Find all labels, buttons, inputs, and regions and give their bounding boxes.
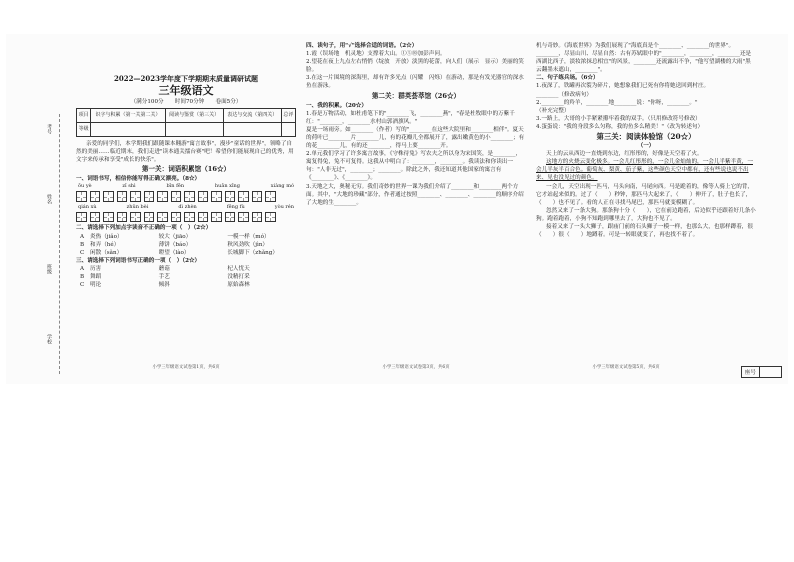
writing-box[interactable] — [90, 191, 101, 202]
seat-number-box — [741, 366, 782, 378]
question-4-title: 四、读句子，用"√"选择合适的词语。（2☆） — [306, 43, 418, 49]
question-6-item: 4.蛋蛋说："我的身段多么匀称，我的鱼多么精美！"（改为转述句） — [536, 123, 704, 130]
option-word: 舞蹈 — [90, 274, 102, 281]
seat-number-field[interactable] — [759, 367, 781, 377]
question-5-item: 1.春是万物活动，如杜甫笔下的"________飞，________燕"，"春是杜牧眼中的万紫千红："________，________水村山郭酒旗风。" — [306, 110, 515, 125]
writing-box[interactable] — [198, 212, 209, 223]
writing-box[interactable] — [265, 191, 276, 202]
writing-box[interactable] — [225, 212, 236, 223]
passage-paragraph: 天上的云从西边一直烧到东边，红彤彤的，好像是天空着了火。 — [546, 151, 703, 158]
pinyin-row-2 — [76, 204, 296, 211]
seat-number-label: 座号 — [744, 370, 756, 376]
option-letter[interactable]: A — [80, 265, 85, 272]
writing-box[interactable] — [184, 191, 195, 202]
option-row — [76, 241, 296, 249]
page-footer-3: 小学三年级语文试卷第5页，共6页 — [592, 365, 660, 370]
writing-boxes-row-1 — [76, 191, 296, 202]
option-word: 手艺 — [158, 274, 170, 281]
pinyin: xiàng mó — [270, 183, 294, 190]
side-label-class: 班级 — [46, 264, 52, 274]
question-3-options — [76, 265, 296, 289]
page-column-2 — [306, 42, 526, 207]
page-column-3 — [536, 42, 756, 239]
page-column-1 — [76, 74, 296, 289]
binding-margin — [46, 114, 60, 374]
question-6-item: 2.________的羚羊，________地________说："你呀，________。" — [536, 99, 698, 106]
writing-box[interactable] — [76, 191, 87, 202]
exam-meta: （满分100分 时间70分钟 卷面5分） — [130, 99, 242, 105]
option-letter[interactable]: C — [80, 249, 85, 256]
writing-box[interactable] — [225, 191, 236, 202]
writing-box[interactable] — [252, 212, 263, 223]
question-6-item: ________（修改病句） — [536, 91, 592, 98]
option-word: 较大（jiāo） — [158, 233, 192, 240]
question-5-item: 3.天地之大，奥秘无穷。我们奇妙的世界一课为我们介绍了________和________两个方面。其中，"大地的珍藏"部分，作者通过按照________、________、________的顺序介绍了大地的生________。 — [306, 183, 524, 206]
option-word: 闲散（sǎn） — [90, 249, 123, 256]
question-1-title: 一、词语书写，相信你能写得正确又漂亮。（8☆） — [76, 176, 201, 183]
passage-label: （一） — [637, 143, 655, 150]
option-row — [76, 273, 296, 281]
score-cell[interactable] — [223, 123, 281, 137]
writing-box[interactable] — [103, 191, 114, 202]
option-row — [76, 249, 296, 257]
score-header-total: 总评 — [281, 109, 295, 123]
writing-box[interactable] — [252, 191, 263, 202]
option-word: 明论 — [90, 282, 102, 289]
writing-box[interactable] — [157, 191, 168, 202]
pinyin: qián xù — [78, 203, 97, 210]
writing-box[interactable] — [117, 212, 128, 223]
section-3-heading: 第三关：阅读体验馆（20☆） — [596, 132, 696, 142]
option-row — [76, 233, 296, 241]
pinyin: ōu yè — [78, 183, 92, 190]
pinyin: zǐ shì — [122, 183, 136, 190]
side-label-school: 学校 — [46, 334, 52, 344]
option-word: 倾斜 — [158, 282, 170, 289]
pinyin-row-1 — [76, 183, 296, 190]
option-word: 瞪望（lào） — [158, 249, 190, 256]
score-table — [76, 108, 296, 137]
page-footer-2: 小学三年级语文试卷第3页，共6页 — [382, 365, 450, 370]
option-letter[interactable]: C — [80, 282, 85, 289]
option-letter[interactable]: B — [80, 241, 85, 248]
question-4-item: 3.在这一片围境的深海里，却有许多光点（闪耀 闪烁）在游动，那是有发光器官的深水鱼在游泳。 — [306, 75, 524, 90]
writing-boxes-row-2 — [76, 212, 296, 223]
writing-box[interactable] — [184, 212, 195, 223]
score-header-writing: 表达与交流（第四关） — [223, 109, 281, 123]
writing-box[interactable] — [171, 212, 182, 223]
option-word: 和弄（hé） — [90, 241, 120, 248]
side-label-name: 姓名 — [46, 194, 52, 204]
option-word: 历害 — [90, 265, 102, 272]
writing-box[interactable] — [171, 191, 182, 202]
passage-paragraph: 一会儿，天空出现一匹马，马头向南，马尾向西。马是跪着的，像等人骑上它的背，它才站起来似的。过了（ ）秒钟，那匹马大起来了，（ ）伸开了，肚子也长了，（ ）也不见了。看的人正在寻找马尾巴，那匹马就变模糊了。 — [536, 183, 753, 206]
pinyin: huān xīng — [214, 183, 240, 190]
writing-box[interactable] — [144, 212, 155, 223]
question-2-title: 二、请选择下列加点字读音不正确的一项（ ）（2☆） — [76, 225, 212, 232]
option-letter[interactable]: A — [80, 233, 85, 240]
score-cell[interactable] — [281, 123, 295, 137]
continued-text: 机与奇妙。《海底世界》为我们展现了"海底真是个________、________的世界"。________，尽显山川、尽显自然：古有苏轼眼中的"________，________，________还是西湖比西子，淡妆浓抹总相宜"的风景，________还流露出不争，"他写望湖楼的大雨"黑云翻墨未遮山，________"。 — [536, 43, 752, 74]
score-header-reading: 阅读与鉴赏（第三关） — [165, 109, 223, 123]
question-5-title: 一、我的积累。（20☆） — [306, 102, 367, 109]
section-2-heading: 第二关：群英荟萃馆（26☆） — [371, 91, 461, 100]
option-word: 秋风劲吹（jìn） — [227, 241, 269, 248]
score-cell[interactable] — [165, 123, 223, 137]
writing-box[interactable] — [144, 191, 155, 202]
option-word: 炎热（jiǎo） — [90, 233, 123, 240]
writing-box[interactable] — [238, 212, 249, 223]
score-row-label: 等级 — [77, 123, 91, 137]
writing-box[interactable] — [211, 212, 222, 223]
option-letter[interactable]: B — [80, 274, 85, 281]
pinyin: bīn fēn — [166, 183, 185, 190]
passage-paragraph: 忽然又来了一条大狗。那条狗十分（ ），它在前边跑着，后边似乎还跟着好几条小狗。跑着跑着，小狗不知跑到哪里去了，大狗也不见了。 — [536, 207, 756, 222]
writing-box[interactable] — [117, 191, 128, 202]
question-6-title: 二、句子练兵场。（6☆） — [536, 75, 599, 82]
pinyin: dì zhèn — [178, 203, 197, 210]
writing-box[interactable] — [211, 191, 222, 202]
question-6-item: 1.夜深了，铁罐再次裂为碎片，她想象我们已死有你将她送回到村庄。 — [536, 83, 710, 90]
writing-box[interactable] — [130, 212, 141, 223]
exam-title: 2022—2023学年度下学期期末质量调研试题 — [114, 74, 258, 83]
question-4-item: 2.望花在夜上九点左右悄悄（绽放 开放）淡黑的花蕾，向人们（展示 显示）美丽的笑脸。 — [306, 59, 524, 74]
pinyin: fēng fù — [226, 203, 245, 210]
writing-box[interactable] — [238, 191, 249, 202]
writing-box[interactable] — [157, 212, 168, 223]
writing-box[interactable] — [103, 212, 114, 223]
option-row — [76, 265, 296, 273]
option-word: 没精打采 — [227, 274, 250, 281]
exam-paper — [6, 34, 788, 384]
page-footer-1: 小学三年级语文试卷第1页，共6页 — [152, 365, 220, 370]
exam-subject: 三年级语文 — [158, 84, 214, 97]
score-header-literacy: 识字与积累（第一关第二关） — [91, 109, 165, 123]
option-row — [76, 281, 296, 289]
writing-box[interactable] — [90, 212, 101, 223]
question-3-title: 三、请选择下列词语书写正确的一项（ ）（2☆） — [76, 257, 201, 264]
option-word: 杞人忧天 — [227, 265, 250, 272]
question-4-item: 1.霞（误场地 机灵地）支撑着大山。①⑤⑩加彭声问。 — [306, 51, 446, 58]
intro-text: 亲爱的同学们，本学期我们跟随课本翱游"寓言故事"，漫步"童话的世界"，领略了自然的美丽……临近期末，我们走进"读本通关擂台赛"吧！希望你们能展现自己的优秀，用文字来传承和享受"成长的快乐"。 — [76, 141, 294, 164]
option-word: 蘑菇 — [158, 265, 170, 272]
question-5-item: 2.单元我们学习了许多寓言故事，《守株待兔》写农夫之所以身为宋国笑，是________，寓复得兔，兔不可复得。这我从中明白了：________，________。我读法和你读出一句："人非无过"，________；________。除此之外，我还知道其他国家的寓言有《________》、《________》。 — [306, 151, 522, 182]
writing-box[interactable] — [265, 212, 276, 223]
score-cell[interactable] — [91, 123, 165, 137]
section-1-heading: 第一关：词语积累馆（16☆） — [141, 165, 231, 174]
question-5-item: 夏是一场雨旁。如________（作者）写的"________在这些大院里和________相伴"。夏天的荷叶已________片________儿，有的花瓣儿全都展开了，露出嫩黄色的小________；有的花________儿，有的还________，得马上要________开。 — [306, 126, 525, 150]
side-label-exam-number: 考号 — [46, 124, 52, 134]
pinyin: zhǔn bèi — [126, 203, 149, 210]
question-2-options — [76, 233, 296, 257]
writing-box[interactable] — [130, 191, 141, 202]
option-word: 原始森林 — [227, 282, 250, 289]
writing-box[interactable] — [76, 212, 87, 223]
question-6-item: （补充完整） — [536, 107, 570, 114]
option-word: 薄饼（báo） — [158, 241, 192, 248]
writing-box[interactable] — [198, 191, 209, 202]
question-6-item: 3.一路上，大哥的小手紧紧攥牢着我的双手。（只用修改符号修改） — [536, 115, 701, 122]
option-word: 一模一样（mó） — [227, 233, 270, 240]
option-word: 长城脚下（zhǎng） — [227, 249, 278, 256]
passage-paragraph: 接着又来了一头大狮子，跟庙门前的石头狮子一模一样，也那么大，也那样蹲着，很（ ）很（ ）地蹲着。可是一转眼就变了，再也找不着了。 — [536, 223, 753, 239]
passage-paragraph: 这地方的火烧云变化极多。一会儿红彤彤的，一会儿金灿灿的，一会儿半紫半黄，一会儿半灰半百合色。葡萄灰、梨黄、茄子紫，这些颜色天空中都有，还有些说也说不出来、见也没见过的颜色。 — [536, 159, 753, 182]
pinyin: yòu rén — [274, 203, 294, 210]
score-header-item: 项目 — [77, 109, 91, 123]
